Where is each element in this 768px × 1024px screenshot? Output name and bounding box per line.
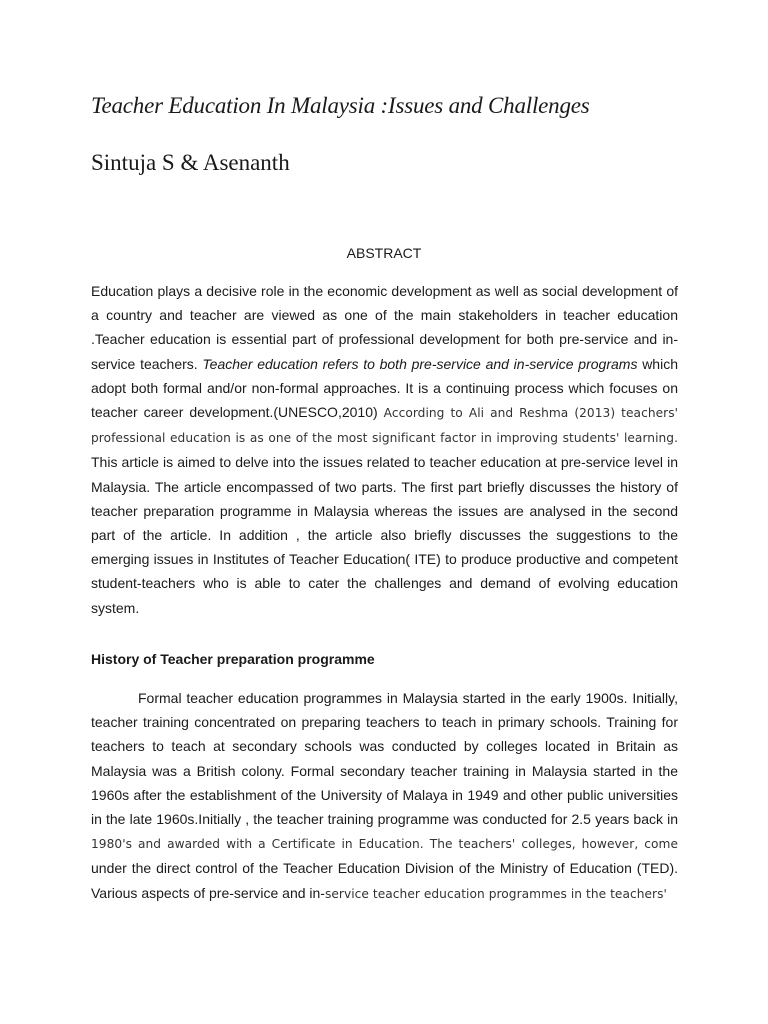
document-title: Teacher Education In Malaysia :Issues and Challenges bbox=[91, 93, 590, 118]
abstract-heading: ABSTRACT bbox=[346, 245, 422, 261]
abstract-text-segment: This article is aimed to delve into the issues related to teacher education at pre-service level in Malaysia. The article encompassed of two parts. The first part briefly discusses the history of teacher preparation programme in Malaysia whereas the issues are analysed in the second part of the article. In addition , the article also briefly discusses the suggestions to the emerging issues in Institutes of Teacher Education( ITE) to produce productive and competent student-teachers who is able to cater the challenges and demand of evolving education system. bbox=[91, 454, 678, 616]
section-heading-history: History of Teacher preparation programme bbox=[91, 651, 375, 667]
abstract-text-segment: Education plays a decisive role in the economic development as well as social development of a country and teacher are viewed as one of the main stakeholders in teacher education .Teacher education is essential part of professional development for both pre-service and in-service teachers. bbox=[91, 283, 678, 372]
history-text-segment: Formal teacher education programmes in Malaysia started in the early 1900s. Initially, teacher training concentrated on preparing teachers to teach in primary schools. Training for teachers to teach at secondary schools was conducted by colleges located in Britain as Malaysia was a British colony. Formal secondary teacher training in Malaysia started in the 1960s after the establishment of the University of Malaya in 1949 and other public universities in the late 1960s.Initially , the teacher training programme was conducted for 2.5 years back in bbox=[91, 690, 678, 828]
abstract-italic-segment: Teacher education refers to both pre-service and in-service programs bbox=[202, 355, 638, 372]
history-alt-segment: 1980's and awarded with a Certificate in Education. The teachers' colleges, however, come bbox=[91, 837, 678, 852]
abstract-citation-segment: According to Ali and Reshma (2013) teachers' professional education is as one of the most significant factor in improving students' learning. bbox=[91, 406, 678, 446]
document-authors: Sintuja S & Asenanth bbox=[91, 150, 290, 175]
abstract-paragraph bbox=[91, 279, 678, 620]
history-paragraph bbox=[91, 686, 678, 906]
abstract-text-segment: which adopt both formal and/or non-formal approaches. It is a continuing process which focuses on teacher career development.(UNESCO,2010) bbox=[91, 355, 678, 421]
history-text-segment: under the direct control of the Teacher Education Division of the Ministry of Education (TED). Various aspects of pre-service and in- bbox=[91, 860, 678, 901]
history-alt-segment: service teacher education programmes in the teachers' bbox=[324, 886, 667, 901]
